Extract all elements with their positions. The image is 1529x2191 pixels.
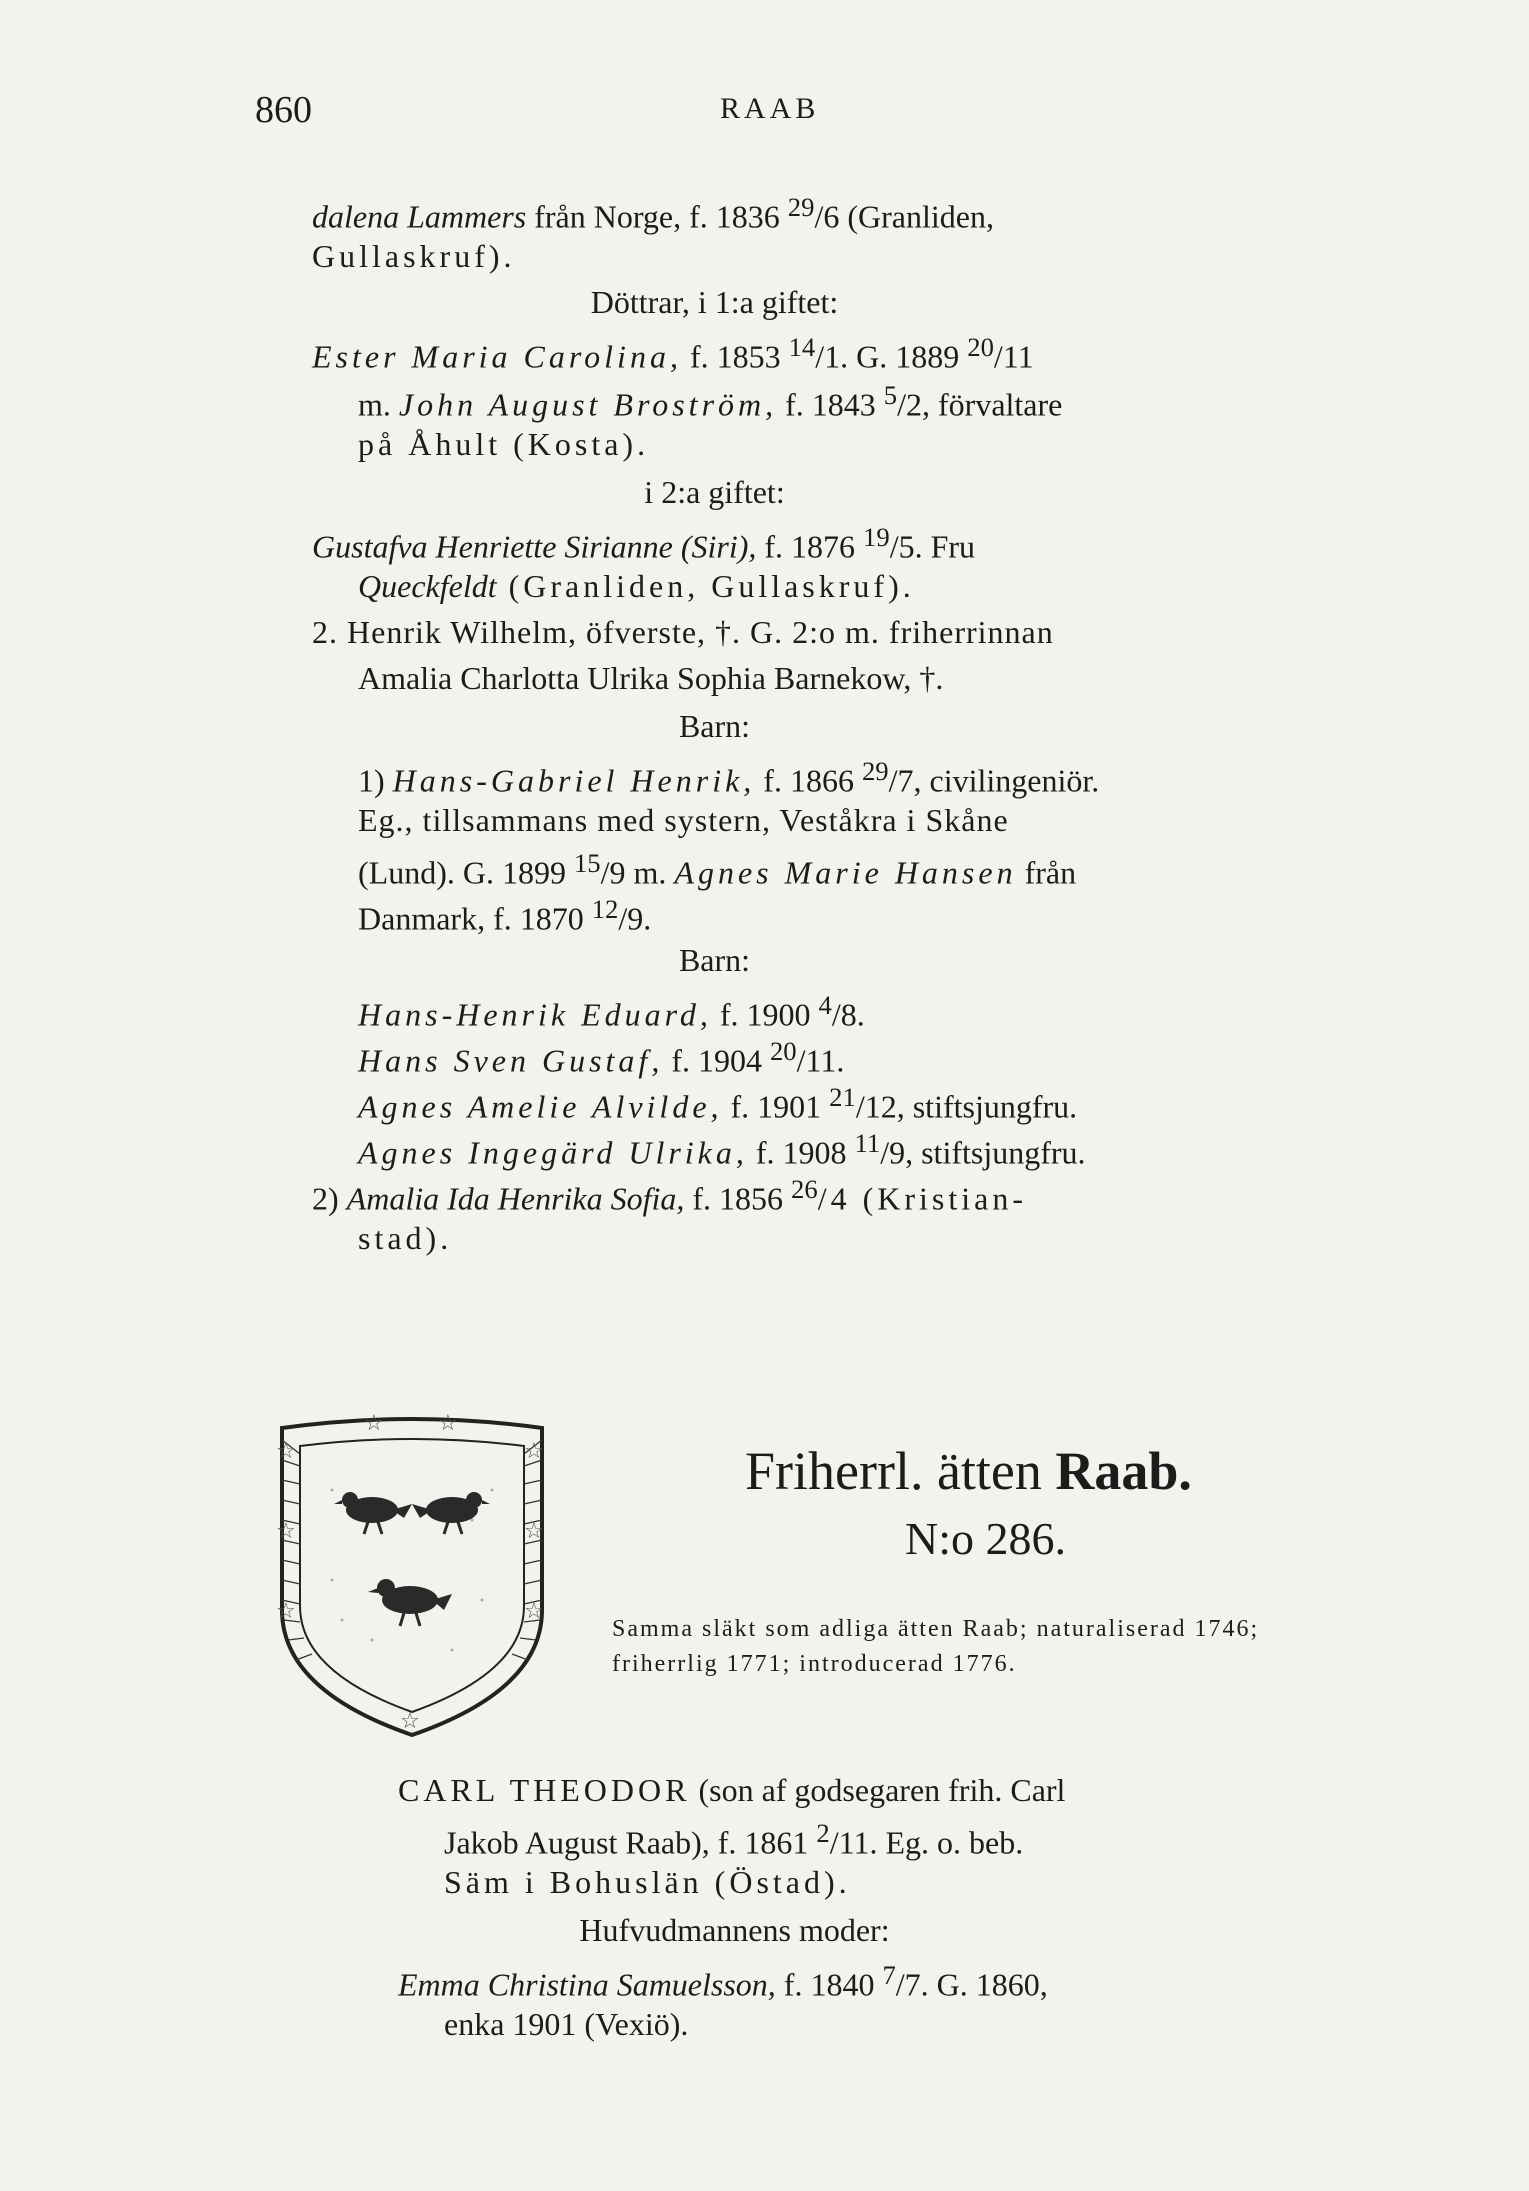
- text-line-23: stad).: [358, 1220, 453, 1256]
- svg-text:☆: ☆: [400, 1709, 420, 1734]
- name-italic: Ester Maria Carolina,: [312, 338, 682, 375]
- svg-text:☆: ☆: [364, 1411, 384, 1436]
- line-text: (Granliden, Gullaskruf).: [496, 568, 915, 604]
- line-text: /8.: [831, 996, 865, 1033]
- superscript: 7: [882, 1960, 896, 1990]
- line-text: /7. G. 1860,: [895, 1966, 1048, 2003]
- line-text: /1. G. 1889: [815, 338, 968, 375]
- line-text: /11.: [796, 1042, 845, 1079]
- text-line-18: [358, 990, 865, 1033]
- svg-text:☆: ☆: [438, 1411, 458, 1436]
- text-line-20: [358, 1082, 1077, 1125]
- text-line-14: Eg., tillsammans med systern, Veståkra i Skåne: [358, 802, 1009, 838]
- superscript: 29: [787, 192, 815, 222]
- line-text: /9 m.: [600, 854, 675, 891]
- text-line-13: [358, 756, 1099, 799]
- name-italic: Agnes Amelie Alvilde,: [358, 1088, 723, 1125]
- superscript: 14: [788, 332, 816, 362]
- line-text: f. 1853: [681, 338, 789, 375]
- line-text: från: [1016, 854, 1077, 891]
- line-text: f. 1840: [775, 1966, 883, 2003]
- line-text: från Norge, f. 1836: [526, 198, 788, 235]
- carl-line-2: [444, 1818, 1023, 1861]
- superscript: 5: [883, 380, 898, 410]
- text-line-11: Amalia Charlotta Ulrika Sophia Barnekow, †.: [358, 660, 944, 696]
- line-text: /9, stiftsjungfru.: [880, 1134, 1086, 1171]
- name-italic: Gustafva Henriette Sirianne (Siri),: [312, 528, 757, 565]
- running-head: RAAB: [720, 92, 820, 125]
- text-line-5: [358, 380, 1062, 423]
- name-caps: CARL THEODOR: [398, 1772, 691, 1808]
- coat-of-arms-number: N:o 286.: [905, 1513, 1066, 1564]
- line-text: /5. Fru: [889, 528, 976, 565]
- line-text: /4 (Kristian-: [817, 1180, 1027, 1217]
- name-italic: dalena Lammers: [312, 198, 527, 235]
- superscript: 15: [573, 848, 601, 878]
- page-number: 860: [255, 89, 312, 131]
- section-heading: Barn:: [678, 708, 751, 744]
- svg-text:☆: ☆: [276, 1599, 296, 1624]
- line-text: Jakob August Raab), f. 1861: [444, 1824, 817, 1861]
- text-line-8: [312, 522, 975, 565]
- carl-line-5: [398, 1960, 1048, 2003]
- text-line-6: på Åhult (Kosta).: [358, 426, 650, 462]
- name-italic: Hans-Henrik Eduard,: [358, 996, 712, 1033]
- line-text: /11: [993, 338, 1034, 375]
- svg-text:☆: ☆: [276, 1439, 296, 1464]
- text-line-21: [358, 1128, 1086, 1171]
- title-text: Friherrl. ätten: [745, 1441, 1056, 1501]
- text-line-22: [312, 1174, 1027, 1217]
- coat-of-arms-description: Samma släkt som adliga ätten Raab; naturaliserad 1746; friherrlig 1771; introducerad 1776.: [612, 1616, 1260, 1677]
- carl-line-3: Säm i Bohuslän (Östad).: [444, 1864, 851, 1900]
- superscript: 11: [854, 1128, 881, 1158]
- line-text: /7, civilingeniör.: [888, 762, 1100, 799]
- svg-text:☆: ☆: [524, 1599, 544, 1624]
- svg-text:☆: ☆: [524, 1519, 544, 1544]
- line-text: f. 1901: [722, 1088, 830, 1125]
- section-heading: Barn:: [678, 942, 751, 978]
- carl-line-1: [398, 1772, 1065, 1809]
- line-text: /6 (Granliden,: [814, 198, 994, 235]
- superscript: 2: [816, 1818, 830, 1848]
- coat-of-arms-shield: [272, 1410, 552, 1740]
- carl-line-6: enka 1901 (Vexiö).: [444, 2006, 689, 2042]
- text-line-16: [358, 894, 651, 937]
- svg-text:☆: ☆: [276, 1519, 296, 1544]
- superscript: 4: [818, 990, 832, 1020]
- line-text: 1): [358, 762, 393, 799]
- superscript: 26: [791, 1174, 818, 1204]
- text-line-15: [358, 848, 1076, 891]
- superscript: 12: [591, 894, 619, 924]
- line-text: /11. Eg. o. beb.: [829, 1824, 1024, 1861]
- superscript: 19: [863, 522, 890, 552]
- line-text: Danmark, f. 1870: [358, 900, 592, 937]
- text-line-9: [358, 568, 915, 605]
- line-text: /12, stiftsjungfru.: [855, 1088, 1078, 1125]
- name-italic: Hans Sven Gustaf,: [358, 1042, 664, 1079]
- svg-text:☆: ☆: [524, 1439, 544, 1464]
- name-italic: Emma Christina Samuelsson,: [398, 1966, 776, 2003]
- line-text: (Lund). G. 1899: [358, 854, 574, 891]
- superscript: 20: [769, 1036, 797, 1066]
- name-italic: John August Broström,: [398, 386, 778, 423]
- coat-of-arms-title: [745, 1440, 1192, 1502]
- line-text: f. 1876: [756, 528, 864, 565]
- section-heading: Hufvudmannens moder:: [579, 1912, 890, 1948]
- superscript: 21: [829, 1082, 856, 1112]
- text-line-19: [358, 1036, 844, 1079]
- line-text: f. 1866: [755, 762, 862, 799]
- line-text: /2, förvaltare: [897, 386, 1063, 423]
- name-italic: Agnes Marie Hansen: [674, 854, 1017, 891]
- line-text: f. 1908: [747, 1134, 855, 1171]
- line-text: f. 1904: [663, 1042, 770, 1079]
- line-text: 2): [312, 1180, 347, 1217]
- name-italic: Agnes Ingegärd Ulrika,: [358, 1134, 748, 1171]
- superscript: 29: [861, 756, 889, 786]
- name-italic: Queckfeldt: [358, 568, 497, 604]
- name-italic: Hans-Gabriel Henrik,: [392, 762, 756, 799]
- name-italic: Amalia Ida Henrika Sofia,: [346, 1180, 685, 1217]
- line-text: f. 1843: [777, 386, 884, 423]
- superscript: 20: [967, 332, 994, 362]
- text-line-2: Gullaskruf).: [312, 238, 516, 274]
- line-text: (son af godsegaren frih. Carl: [690, 1772, 1066, 1808]
- text-line-4: [312, 332, 1034, 375]
- line-text: f. 1900: [711, 996, 819, 1033]
- text-line-1: [312, 192, 994, 235]
- line-text: f. 1856: [684, 1180, 792, 1217]
- line-text: /9.: [618, 900, 652, 937]
- line-text: m.: [358, 386, 399, 423]
- text-line-10: 2. Henrik Wilhelm, öfverste, †. G. 2:o m. friherrinnan: [312, 614, 1054, 650]
- title-family-name: Raab.: [1055, 1441, 1192, 1501]
- section-heading: i 2:a giftet:: [644, 474, 785, 510]
- section-heading: Döttrar, i 1:a giftet:: [590, 284, 839, 320]
